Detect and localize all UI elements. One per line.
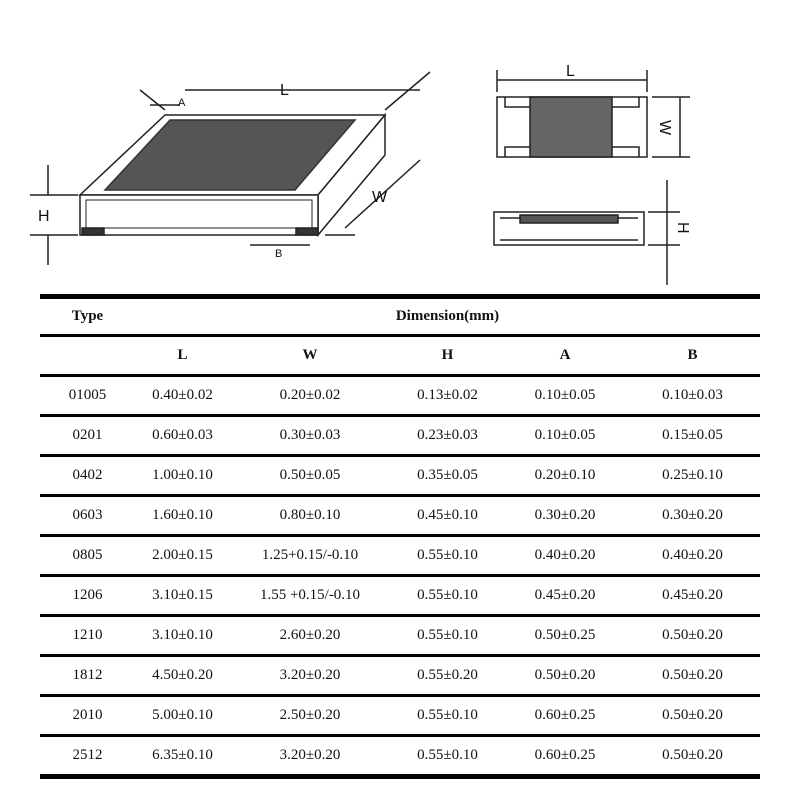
cell-a: 0.60±0.25 xyxy=(505,736,625,777)
cell-w: 1.55 +0.15/-0.10 xyxy=(230,576,390,616)
table-row xyxy=(40,576,760,616)
cell-b: 0.50±0.20 xyxy=(625,696,760,736)
side-label-H: H xyxy=(674,222,691,234)
cell-w: 3.20±0.20 xyxy=(230,656,390,696)
col-header-A: A xyxy=(505,336,625,376)
cell-w: 2.60±0.20 xyxy=(230,616,390,656)
cell-type: 0402 xyxy=(40,456,135,496)
cell-w: 2.50±0.20 xyxy=(230,696,390,736)
resistor-diagrams xyxy=(0,0,800,295)
cell-l: 3.10±0.10 xyxy=(135,616,230,656)
table-row xyxy=(40,376,760,416)
cell-h: 0.55±0.10 xyxy=(390,576,505,616)
dimension-table xyxy=(40,294,760,779)
label-W: W xyxy=(372,189,388,206)
cell-a: 0.60±0.25 xyxy=(505,696,625,736)
table-row xyxy=(40,416,760,456)
cell-w: 0.20±0.02 xyxy=(230,376,390,416)
table-row xyxy=(40,736,760,777)
cell-b: 0.45±0.20 xyxy=(625,576,760,616)
cell-h: 0.45±0.10 xyxy=(390,496,505,536)
cell-b: 0.40±0.20 xyxy=(625,536,760,576)
cell-w: 3.20±0.20 xyxy=(230,736,390,777)
cell-h: 0.13±0.02 xyxy=(390,376,505,416)
type-header: Type xyxy=(40,297,135,336)
cell-l: 1.60±0.10 xyxy=(135,496,230,536)
perspective-view xyxy=(30,72,430,265)
table-row xyxy=(40,696,760,736)
cell-l: 2.00±0.15 xyxy=(135,536,230,576)
top-label-W: W xyxy=(656,120,673,136)
cell-h: 0.55±0.10 xyxy=(390,616,505,656)
cell-h: 0.55±0.10 xyxy=(390,736,505,777)
col-header-L: L xyxy=(135,336,230,376)
cell-type: 0201 xyxy=(40,416,135,456)
cell-h: 0.55±0.10 xyxy=(390,536,505,576)
cell-a: 0.30±0.20 xyxy=(505,496,625,536)
cell-a: 0.40±0.20 xyxy=(505,536,625,576)
cell-h: 0.23±0.03 xyxy=(390,416,505,456)
cell-a: 0.50±0.20 xyxy=(505,656,625,696)
cell-w: 1.25+0.15/-0.10 xyxy=(230,536,390,576)
cell-b: 0.50±0.20 xyxy=(625,656,760,696)
cell-l: 6.35±0.10 xyxy=(135,736,230,777)
cell-h: 0.35±0.05 xyxy=(390,456,505,496)
cell-type: 01005 xyxy=(40,376,135,416)
table-row xyxy=(40,456,760,496)
label-H: H xyxy=(38,208,50,225)
cell-a: 0.50±0.25 xyxy=(505,616,625,656)
label-B: B xyxy=(275,248,283,260)
cell-b: 0.25±0.10 xyxy=(625,456,760,496)
cell-type: 2010 xyxy=(40,696,135,736)
cell-type: 1210 xyxy=(40,616,135,656)
cell-a: 0.45±0.20 xyxy=(505,576,625,616)
cell-b: 0.50±0.20 xyxy=(625,616,760,656)
cell-type: 0805 xyxy=(40,536,135,576)
cell-l: 0.60±0.03 xyxy=(135,416,230,456)
cell-a: 0.20±0.10 xyxy=(505,456,625,496)
top-view xyxy=(497,70,690,157)
cell-h: 0.55±0.20 xyxy=(390,656,505,696)
cell-a: 0.10±0.05 xyxy=(505,416,625,456)
cell-l: 4.50±0.20 xyxy=(135,656,230,696)
side-view xyxy=(494,180,680,285)
cell-l: 1.00±0.10 xyxy=(135,456,230,496)
label-L: L xyxy=(280,82,289,99)
col-header-W: W xyxy=(230,336,390,376)
cell-b: 0.50±0.20 xyxy=(625,736,760,777)
cell-type: 1206 xyxy=(40,576,135,616)
top-label-L: L xyxy=(566,63,575,80)
cell-w: 0.30±0.03 xyxy=(230,416,390,456)
table-row xyxy=(40,496,760,536)
col-header-B: B xyxy=(625,336,760,376)
cell-type: 2512 xyxy=(40,736,135,777)
label-A: A xyxy=(178,97,186,109)
table-row xyxy=(40,616,760,656)
table-row xyxy=(40,656,760,696)
cell-w: 0.80±0.10 xyxy=(230,496,390,536)
col-header-H: H xyxy=(390,336,505,376)
cell-l: 5.00±0.10 xyxy=(135,696,230,736)
cell-l: 0.40±0.02 xyxy=(135,376,230,416)
dimension-header: Dimension(mm) xyxy=(135,297,760,336)
cell-a: 0.10±0.05 xyxy=(505,376,625,416)
cell-w: 0.50±0.05 xyxy=(230,456,390,496)
cell-b: 0.10±0.03 xyxy=(625,376,760,416)
cell-l: 3.10±0.15 xyxy=(135,576,230,616)
table-row xyxy=(40,536,760,576)
cell-type: 0603 xyxy=(40,496,135,536)
cell-b: 0.30±0.20 xyxy=(625,496,760,536)
cell-h: 0.55±0.10 xyxy=(390,696,505,736)
cell-b: 0.15±0.05 xyxy=(625,416,760,456)
cell-type: 1812 xyxy=(40,656,135,696)
